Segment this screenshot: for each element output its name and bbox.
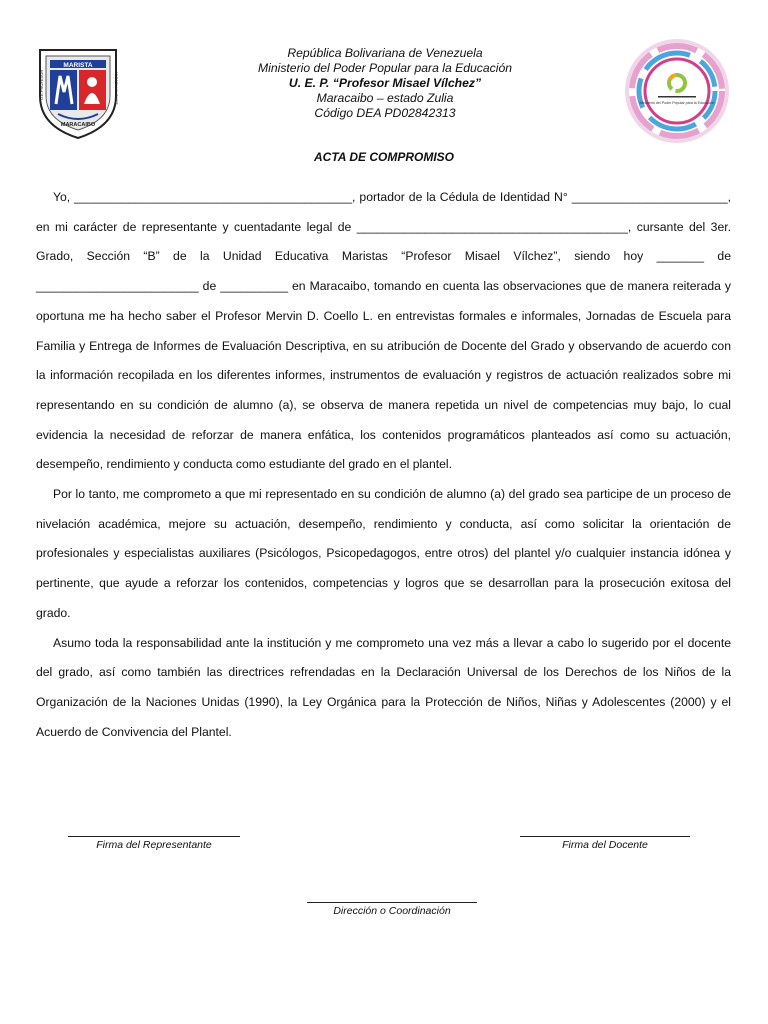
signature-line	[520, 836, 690, 837]
signature-line	[68, 836, 240, 837]
document-header	[200, 46, 570, 121]
ministry-logo-text: Ministerio del Poder Popular para la Educación	[639, 101, 715, 105]
school-crest-logo	[36, 44, 120, 140]
crest-top-text: MARISTA	[63, 62, 93, 69]
signature-representative	[68, 836, 240, 851]
signature-representative-label: Firma del Representante	[96, 839, 212, 851]
signature-line	[307, 902, 477, 903]
document-body	[36, 183, 731, 747]
crest-right-text: MISAEL VILCHEZ	[114, 72, 119, 105]
paragraph-responsibility: Asumo toda la responsabilidad ante la institución y me comprometo una vez más a llevar a cabo lo sugerido por el docente del grado, así como también las directrices refrendadas en la Declaración Universal de los Derechos de los Niños de la Organización de la Naciones Unidas (1990), la Ley Orgánica para la Protección de Niños, Niñas y Adolescentes (2000) y el Acuerdo de Convivencia del Plantel.	[36, 635, 731, 739]
document-title: ACTA DE COMPROMISO	[314, 150, 454, 164]
signature-direction	[307, 902, 477, 917]
crest-left-text: U.E.PROFESOR	[39, 69, 44, 100]
ministry-education-logo	[624, 38, 730, 144]
header-ministry: Ministerio del Poder Popular para la Educación	[257, 61, 513, 75]
header-code: Código DEA PD02842313	[314, 106, 456, 120]
paragraph-commitment-actions: Por lo tanto, me comprometo a que mi representado en su condición de alumno (a) del grado sea participe de un proceso de nivelación académica, mejore su actuación, desempeño, rendimiento y conducta, así como solicitar la orientación de profesionales y especialistas auxiliares (Psicólogos, Psicopedagogos, entre otros) del plantel y/o cualquier instancia idónea y pertinente, que ayude a reforzar los contenidos, competencias y logros que se desarrollan para la prosecución exitosa del grado.	[36, 487, 731, 620]
paragraph-commitment-intro: Yo, _________________________________________, portador de la Cédula de Identidad N° _______________________, en mi carácter de representante y cuentadante legal de ________________________________________, cursante del 3er. Grado, Sección “B” de la Unidad Educativa Maristas “Profesor Misael Vílchez”, siendo hoy _______ de ________________________ de __________ en Maracaibo, tomando en cuenta las observaciones que de manera reiterada y oportuna me ha hecho saber el Profesor Mervin D. Coello L. en entrevistas formales e informales, Jornadas de Escuela para Familia y Entrega de Informes de Evaluación Descriptiva, en su atribución de Docente del Grado y observando de acuerdo con la información recopilada en los diferentes informes, instrumentos de evaluación y registros de actuación realizados sobre mi representando en su condición de alumno (a), se observa de manera repetida un nivel de competencias muy bajo, lo cual evidencia la necesidad de reforzar de manera enfática, los contenidos programáticos planteados así como su actuación, desempeño, rendimiento y conducta como estudiante del grado en el plantel.	[36, 190, 731, 472]
crest-bottom-text: MARACAIBO	[60, 122, 96, 128]
signature-teacher-label: Firma del Docente	[562, 839, 648, 851]
header-country: República Bolivariana de Venezuela	[287, 46, 483, 60]
header-city: Maracaibo – estado Zulia	[316, 91, 454, 105]
signature-direction-label: Dirección o Coordinación	[333, 905, 451, 917]
header-school-name: U. E. P. “Profesor Misael Vílchez”	[288, 76, 482, 90]
signature-teacher	[520, 836, 690, 851]
